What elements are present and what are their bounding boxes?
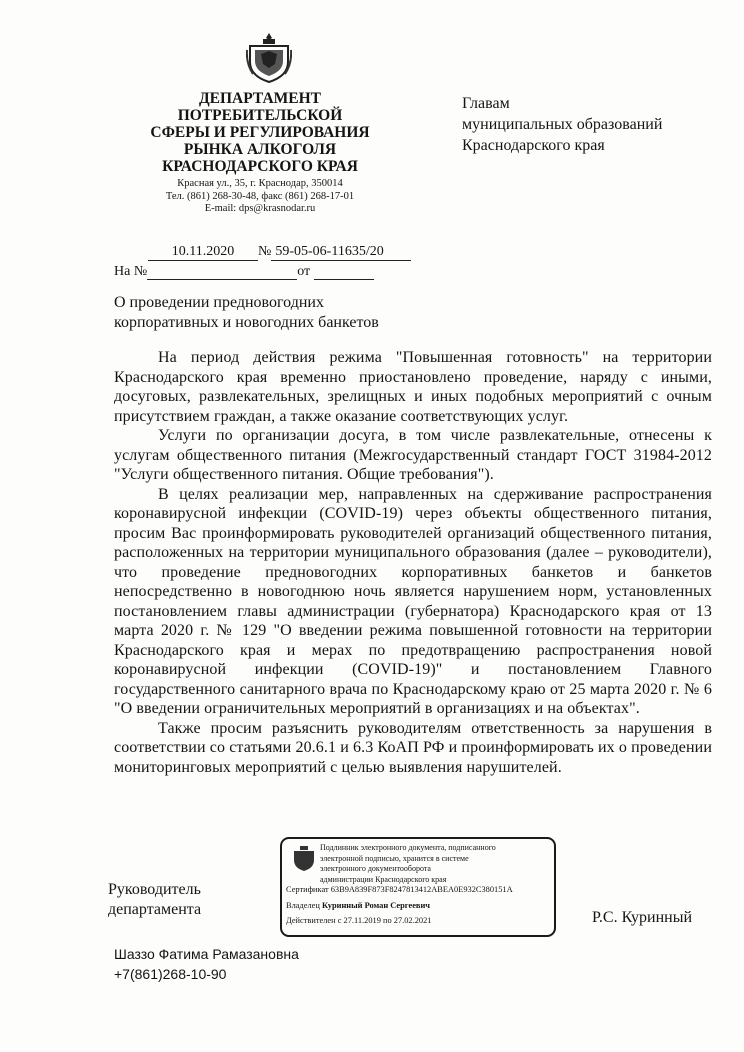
stamp-emblem-icon bbox=[292, 845, 316, 873]
reference-number-blank bbox=[147, 265, 297, 280]
reference-date-blank bbox=[314, 265, 374, 280]
certificate-value: 63B9A839F873F8247813412ABEA0E932C380151A bbox=[330, 885, 513, 894]
ot-label: от bbox=[297, 264, 311, 279]
letter-body bbox=[114, 348, 712, 777]
dept-email: E-mail: dps@krasnodar.ru bbox=[204, 203, 316, 214]
stamp-text-line: Подлинник электронного документа, подписанного bbox=[320, 843, 496, 852]
dept-line: СФЕРЫ И РЕГУЛИРОВАНИЯ bbox=[150, 124, 370, 141]
dept-line: ДЕПАРТАМЕНТ bbox=[198, 90, 322, 107]
subject-line: корпоративных и новогодних банкетов bbox=[114, 314, 379, 331]
position-line: департамента bbox=[108, 901, 202, 918]
stamp-text bbox=[320, 843, 548, 885]
executor-phone: +7(861)268-10-90 bbox=[114, 966, 227, 982]
signatory-position bbox=[108, 880, 201, 920]
position-line: Руководитель bbox=[108, 881, 201, 898]
body-paragraph: Услуги по организации досуга, в том числе развлекательные, отнесены к услугам общественного питания (Межгосударственный стандарт ГОСТ 31984-2012 "Услуги общественного питания. Общие требования"). bbox=[114, 427, 712, 483]
valid-from-label: с bbox=[337, 916, 342, 925]
stamp-owner bbox=[286, 901, 430, 912]
addressee-line: Главам bbox=[462, 95, 510, 112]
addressee-line: Краснодарского края bbox=[462, 137, 605, 154]
addressee-block bbox=[462, 93, 662, 156]
na-label: На № bbox=[114, 264, 148, 279]
department-contacts bbox=[110, 178, 410, 216]
subject-line: О проведении предновогодних bbox=[114, 294, 324, 311]
number-label: № bbox=[258, 244, 272, 259]
registration-number: 59-05-06-11635/20 bbox=[271, 244, 411, 261]
body-paragraph: Также просим разъяснить руководителям ответственность за нарушения в соответствии со статьями 20.6.1 и 6.3 КоАП РФ и проинформировать их о проведении мониторинговых мероприятий с целью выявления нарушителей. bbox=[114, 719, 712, 776]
dept-phone: Тел. (861) 268-30-48, факс (861) 268-17-01 bbox=[165, 190, 355, 202]
stamp-validity bbox=[286, 916, 431, 927]
krasnodar-coat-of-arms-emblem bbox=[246, 30, 292, 84]
registration-date: 10.11.2020 bbox=[148, 244, 258, 261]
letter-subject bbox=[114, 293, 379, 333]
stamp-text-line: электронного документооборота bbox=[320, 864, 431, 873]
dept-line: ПОТРЕБИТЕЛЬСКОЙ bbox=[177, 107, 343, 124]
stamp-text-line: электронной подписью, хранится в системе bbox=[320, 853, 469, 863]
reference-line bbox=[114, 264, 374, 280]
executor-name: Шаззо Фатима Рамазановна bbox=[114, 946, 299, 962]
stamp-text-line: администрации Краснодарского края bbox=[320, 874, 447, 884]
valid-to: 27.02.2021 bbox=[393, 916, 432, 925]
valid-to-label: по bbox=[382, 916, 392, 925]
electronic-signature-stamp bbox=[280, 837, 556, 937]
body-paragraph: На период действия режима "Повышенная готовность" на территории Краснодарского края временно приостановлено проведение, наряду с иными, досуговых, развлекательных, зрелищных и иных подобных мероприятий с очным присутствием граждан, а также оказание соответствующих услуг. bbox=[114, 349, 712, 425]
dept-line: КРАСНОДАРСКОГО КРАЯ bbox=[162, 158, 358, 175]
dept-address: Красная ул., 35, г. Краснодар, 350014 bbox=[177, 178, 343, 189]
valid-label: Действителен bbox=[286, 916, 336, 925]
certificate-label: Сертификат bbox=[286, 885, 329, 894]
registration-line bbox=[148, 244, 411, 261]
signatory-name: Р.С. Куринный bbox=[592, 909, 693, 926]
addressee-line: муниципальных образований bbox=[462, 116, 663, 133]
owner-label: Владелец bbox=[286, 901, 320, 910]
executor-block bbox=[114, 944, 299, 984]
department-name bbox=[110, 90, 410, 175]
valid-from: 27.11.2019 bbox=[343, 916, 381, 925]
owner-value: Куринный Роман Сергеевич bbox=[321, 901, 430, 910]
dept-line: РЫНКА АЛКОГОЛЯ bbox=[183, 141, 337, 158]
stamp-certificate bbox=[286, 885, 513, 896]
body-paragraph: В целях реализации мер, направленных на сдерживание распространения коронавирусной инфекции (COVID-19) через объекты общественного питания, просим Вас проинформировать руководителей организаций общественного питания, расположенных на территории муниципального образования (далее – руководители), что проведение предновогодних корпоративных банкетов и банкетов непосредственно в новогоднюю ночь является нарушением норм, установленных постановлением главы администрации (губернатора) Краснодарского края от 13 марта 2020 г. № 129 "О введении режима повышенной готовности на территории Краснодарского края и мерах по предотвращению распространения новой коронавирусной инфекции (COVID-19)" и постановлением Главного государственного санитарного врача по Краснодарскому краю от 25 марта 2020 г. № 6 "О введении ограничительных мероприятий в организациях и на объектах". bbox=[114, 485, 712, 717]
